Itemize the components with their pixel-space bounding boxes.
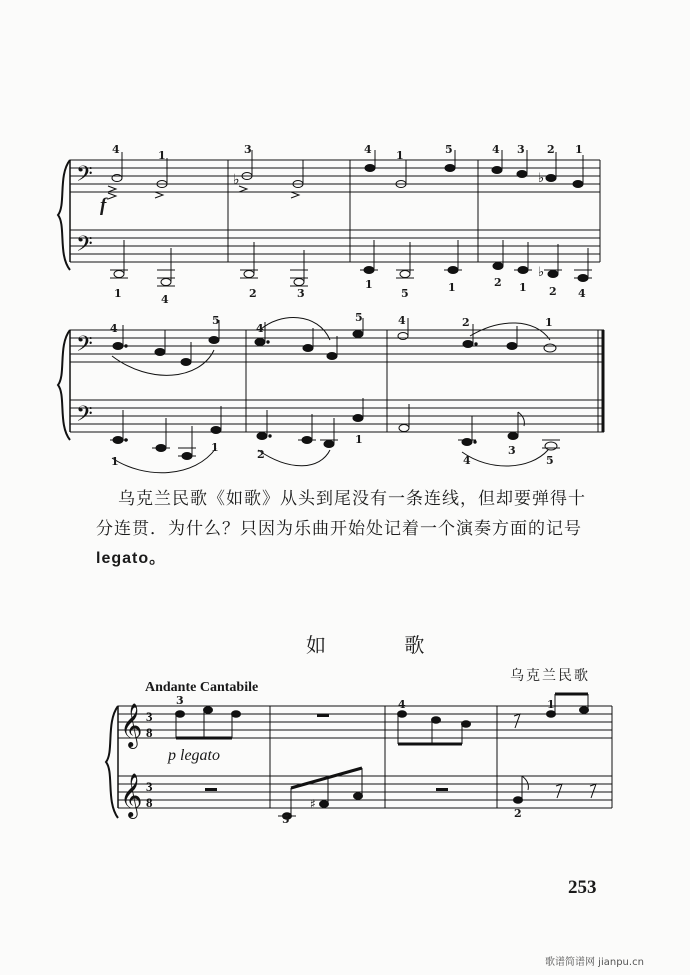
eighth-rest [514,714,520,728]
note-whole [544,344,556,352]
accent-mark [155,192,163,198]
paragraph-line-2: 分连贯．为什么？只因为乐曲开始处记着一个演奏方面的记号 [96,519,582,539]
rest [436,788,448,791]
staff-3-lower [118,776,612,808]
svg-text:♭: ♭ [233,172,240,188]
accent-mark [291,192,299,198]
finger-number: 1 [158,149,166,162]
note-quarter [445,165,455,172]
finger-number: 3 [176,694,184,707]
finger-number: 4 [463,454,471,467]
rest [317,714,329,717]
time-sig: 3 [146,709,153,724]
slur [258,450,330,466]
finger-number: 4 [364,143,372,156]
brace [58,330,70,440]
finger-number: 4 [110,322,118,335]
slur [260,318,330,340]
finger-number: 4 [492,143,500,156]
slur [470,323,550,340]
finger-number: 1 [396,149,404,162]
note-whole [545,442,557,450]
staff-2-lower [70,400,604,432]
accent-mark [239,186,247,192]
eighth-rest [590,784,596,798]
system-1 [58,150,600,286]
finger-number: 1 [448,281,456,294]
bass-clef-icon: 𝄢 [76,332,93,362]
finger-number: 5 [546,454,554,467]
finger-number: 1 [211,441,219,454]
brace [58,160,70,270]
finger-number: 4 [398,698,406,711]
bass-clef-icon: 𝄢 [76,402,93,432]
finger-number: 3 [508,444,516,457]
expression-marking: p legato [168,747,220,764]
time-sig: 8 [146,795,153,810]
finger-number: 1 [545,316,553,329]
system-2 [58,318,604,473]
song-title: 如 歌 [306,633,461,657]
treble-clef-icon: 𝄞 [120,773,143,817]
finger-number: 2 [549,285,557,298]
song-composer: 乌克兰民歌 [510,668,590,684]
finger-number: 4 [256,322,264,335]
note-quarter [365,165,375,172]
time-sig: 3 [146,779,153,794]
finger-number: 1 [355,433,363,446]
bass-clef-icon: 𝄢 [76,162,93,192]
finger-number: 2 [257,448,265,461]
finger-number: 5 [212,314,220,327]
finger-number: 1 [547,698,555,711]
treble-clef-icon: 𝄞 [120,703,143,747]
finger-number: 2 [514,807,522,820]
finger-number: 4 [112,143,120,156]
finger-number: 3 [517,143,525,156]
staff-3-upper [118,706,612,738]
finger-number: 5 [355,311,363,324]
finger-number: 1 [519,281,527,294]
slur [462,450,548,466]
finger-number: 5 [282,813,290,826]
finger-number: 1 [111,455,119,468]
svg-text:♯: ♯ [310,797,316,811]
note-half [114,271,124,278]
finger-number: 5 [401,287,409,300]
svg-text:♭: ♭ [538,265,545,280]
dynamic-forte: f [100,195,107,216]
finger-number: 1 [365,278,373,291]
bass-notes-1 [110,240,592,286]
finger-number: 1 [114,287,122,300]
finger-number: 4 [398,314,406,327]
finger-number: 1 [575,143,583,156]
finger-number: 2 [249,287,257,300]
finger-number: 3 [297,287,305,300]
brace [106,706,118,818]
finger-number: 2 [462,316,470,329]
finger-number: 3 [244,143,252,156]
finger-number: 2 [494,276,502,289]
finger-number: 4 [578,287,586,300]
eighth-rest [556,784,562,798]
note-half [161,279,171,286]
paragraph-line-3: legato。 [96,550,167,567]
tempo-marking: Andante Cantabile [145,680,259,695]
page-number: 253 [568,877,597,898]
staff-1-lower [70,230,600,262]
rest [205,788,217,791]
paragraph-line-1: 乌克兰民歌《如歌》从头到尾没有一条连线，但却要弹得十 [118,489,586,509]
watermark: 歌谱简谱网 jianpu.cn [545,957,644,968]
finger-number: 2 [547,143,555,156]
finger-number: 5 [445,143,453,156]
finger-number: 4 [161,293,169,306]
slur [112,448,216,473]
time-sig: 8 [146,725,153,740]
svg-text:♭: ♭ [538,171,545,186]
bass-clef-icon: 𝄢 [76,232,93,262]
